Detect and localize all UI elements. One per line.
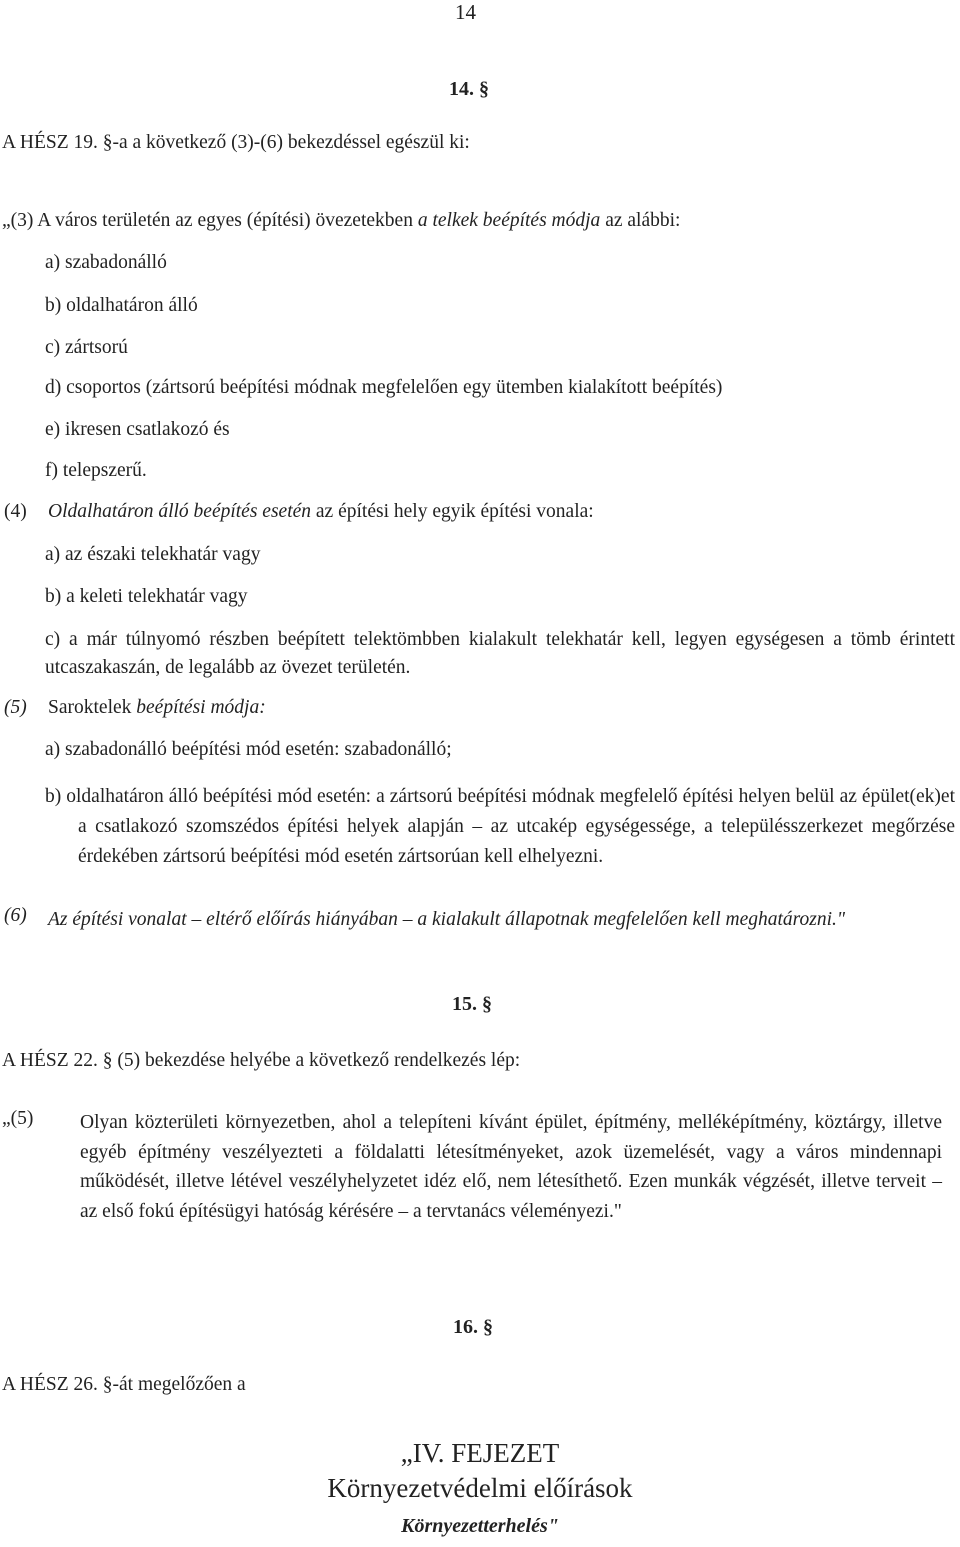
section-16-intro: A HÉSZ 26. §-át megelőzően a (2, 1374, 246, 1395)
section-heading-16: 16. § (453, 1316, 493, 1338)
paragraph-6-text: Az építési vonalat – eltérő előírás hiányában – a kialakult állapotnak megfelelően kell meghatározni." (48, 909, 846, 930)
list-item: a) szabadonálló (45, 252, 167, 273)
list-item: a) szabadonálló beépítési mód esetén: szabadonálló; (45, 739, 452, 760)
paragraph-4-number: (4) (4, 501, 27, 522)
paragraph-6-number: (6) (4, 905, 27, 926)
list-item: c) zártsorú (45, 337, 128, 358)
section-14-intro: A HÉSZ 19. §-a a következő (3)-(6) bekezdéssel egészül ki: (2, 132, 470, 153)
paragraph-3-lead: „(3) A város területén az egyes (építési) övezetekben a telkek beépítés módja az alábbi: (2, 210, 681, 231)
paragraph-5-lead: Saroktelek beépítési módja: (48, 697, 266, 718)
paragraph-4-lead: Oldalhatáron álló beépítés esetén az építési hely egyik építési vonala: (48, 501, 594, 522)
page-number: 14 (455, 0, 476, 24)
section-15-number: „(5) (2, 1108, 34, 1129)
list-item: d) csoportos (zártsorú beépítési módnak megfelelően egy ütemben kialakított beépítés) (45, 377, 723, 398)
list-item: e) ikresen csatlakozó és (45, 419, 230, 440)
section-15-text: Olyan közterületi környezetben, ahol a telepíteni kívánt épület, építmény, melléképítmény, köztárgy, illetve egyéb építmény veszélyezteti a földalatti létesítményeket, azok üzemelését, vagy a város mindennapi működését, illetve létével veszélyhelyzetet idéz elő, nem létesíthető. Ezen munkák végzését, illetve terveit – az első fokú építésügyi hatóság kérésére – a tervtanács véleményezi." (80, 1112, 942, 1222)
list-item: f) telepszerű. (45, 460, 147, 481)
list-item: c) a már túlnyomó részben beépített telektömbben kialakult telekhatár kell, legyen egységesen a tömb érintett utcaszakaszán, de legalább az övezet területén. (45, 629, 955, 678)
section-heading-15: 15. § (452, 993, 492, 1015)
section-heading-14: 14. § (449, 78, 489, 100)
list-item: b) oldalhatáron álló (45, 295, 198, 316)
chapter-title: Környezetvédelmi előírások (327, 1473, 633, 1503)
list-item: b) oldalhatáron álló beépítési mód esetén: a zártsorú beépítési módnak megfelelő építési helyen belül az épület(ek)et a csatlakozó szomszédos építési helyek alapján – az utcakép egységessége, a településszerkezet megőrzése érdekében zártsorú beépítési mód esetén zártsorúan kell elhelyezni. (45, 786, 955, 867)
list-item: a) az északi telekhatár vagy (45, 544, 261, 565)
chapter-subtitle: Környezetterhelés" (401, 1515, 559, 1537)
chapter-heading: „IV. FEJEZET (400, 1438, 560, 1468)
section-15-intro: A HÉSZ 22. § (5) bekezdése helyébe a következő rendelkezés lép: (2, 1050, 521, 1071)
paragraph-5-number: (5) (4, 697, 27, 718)
list-item: b) a keleti telekhatár vagy (45, 586, 248, 607)
